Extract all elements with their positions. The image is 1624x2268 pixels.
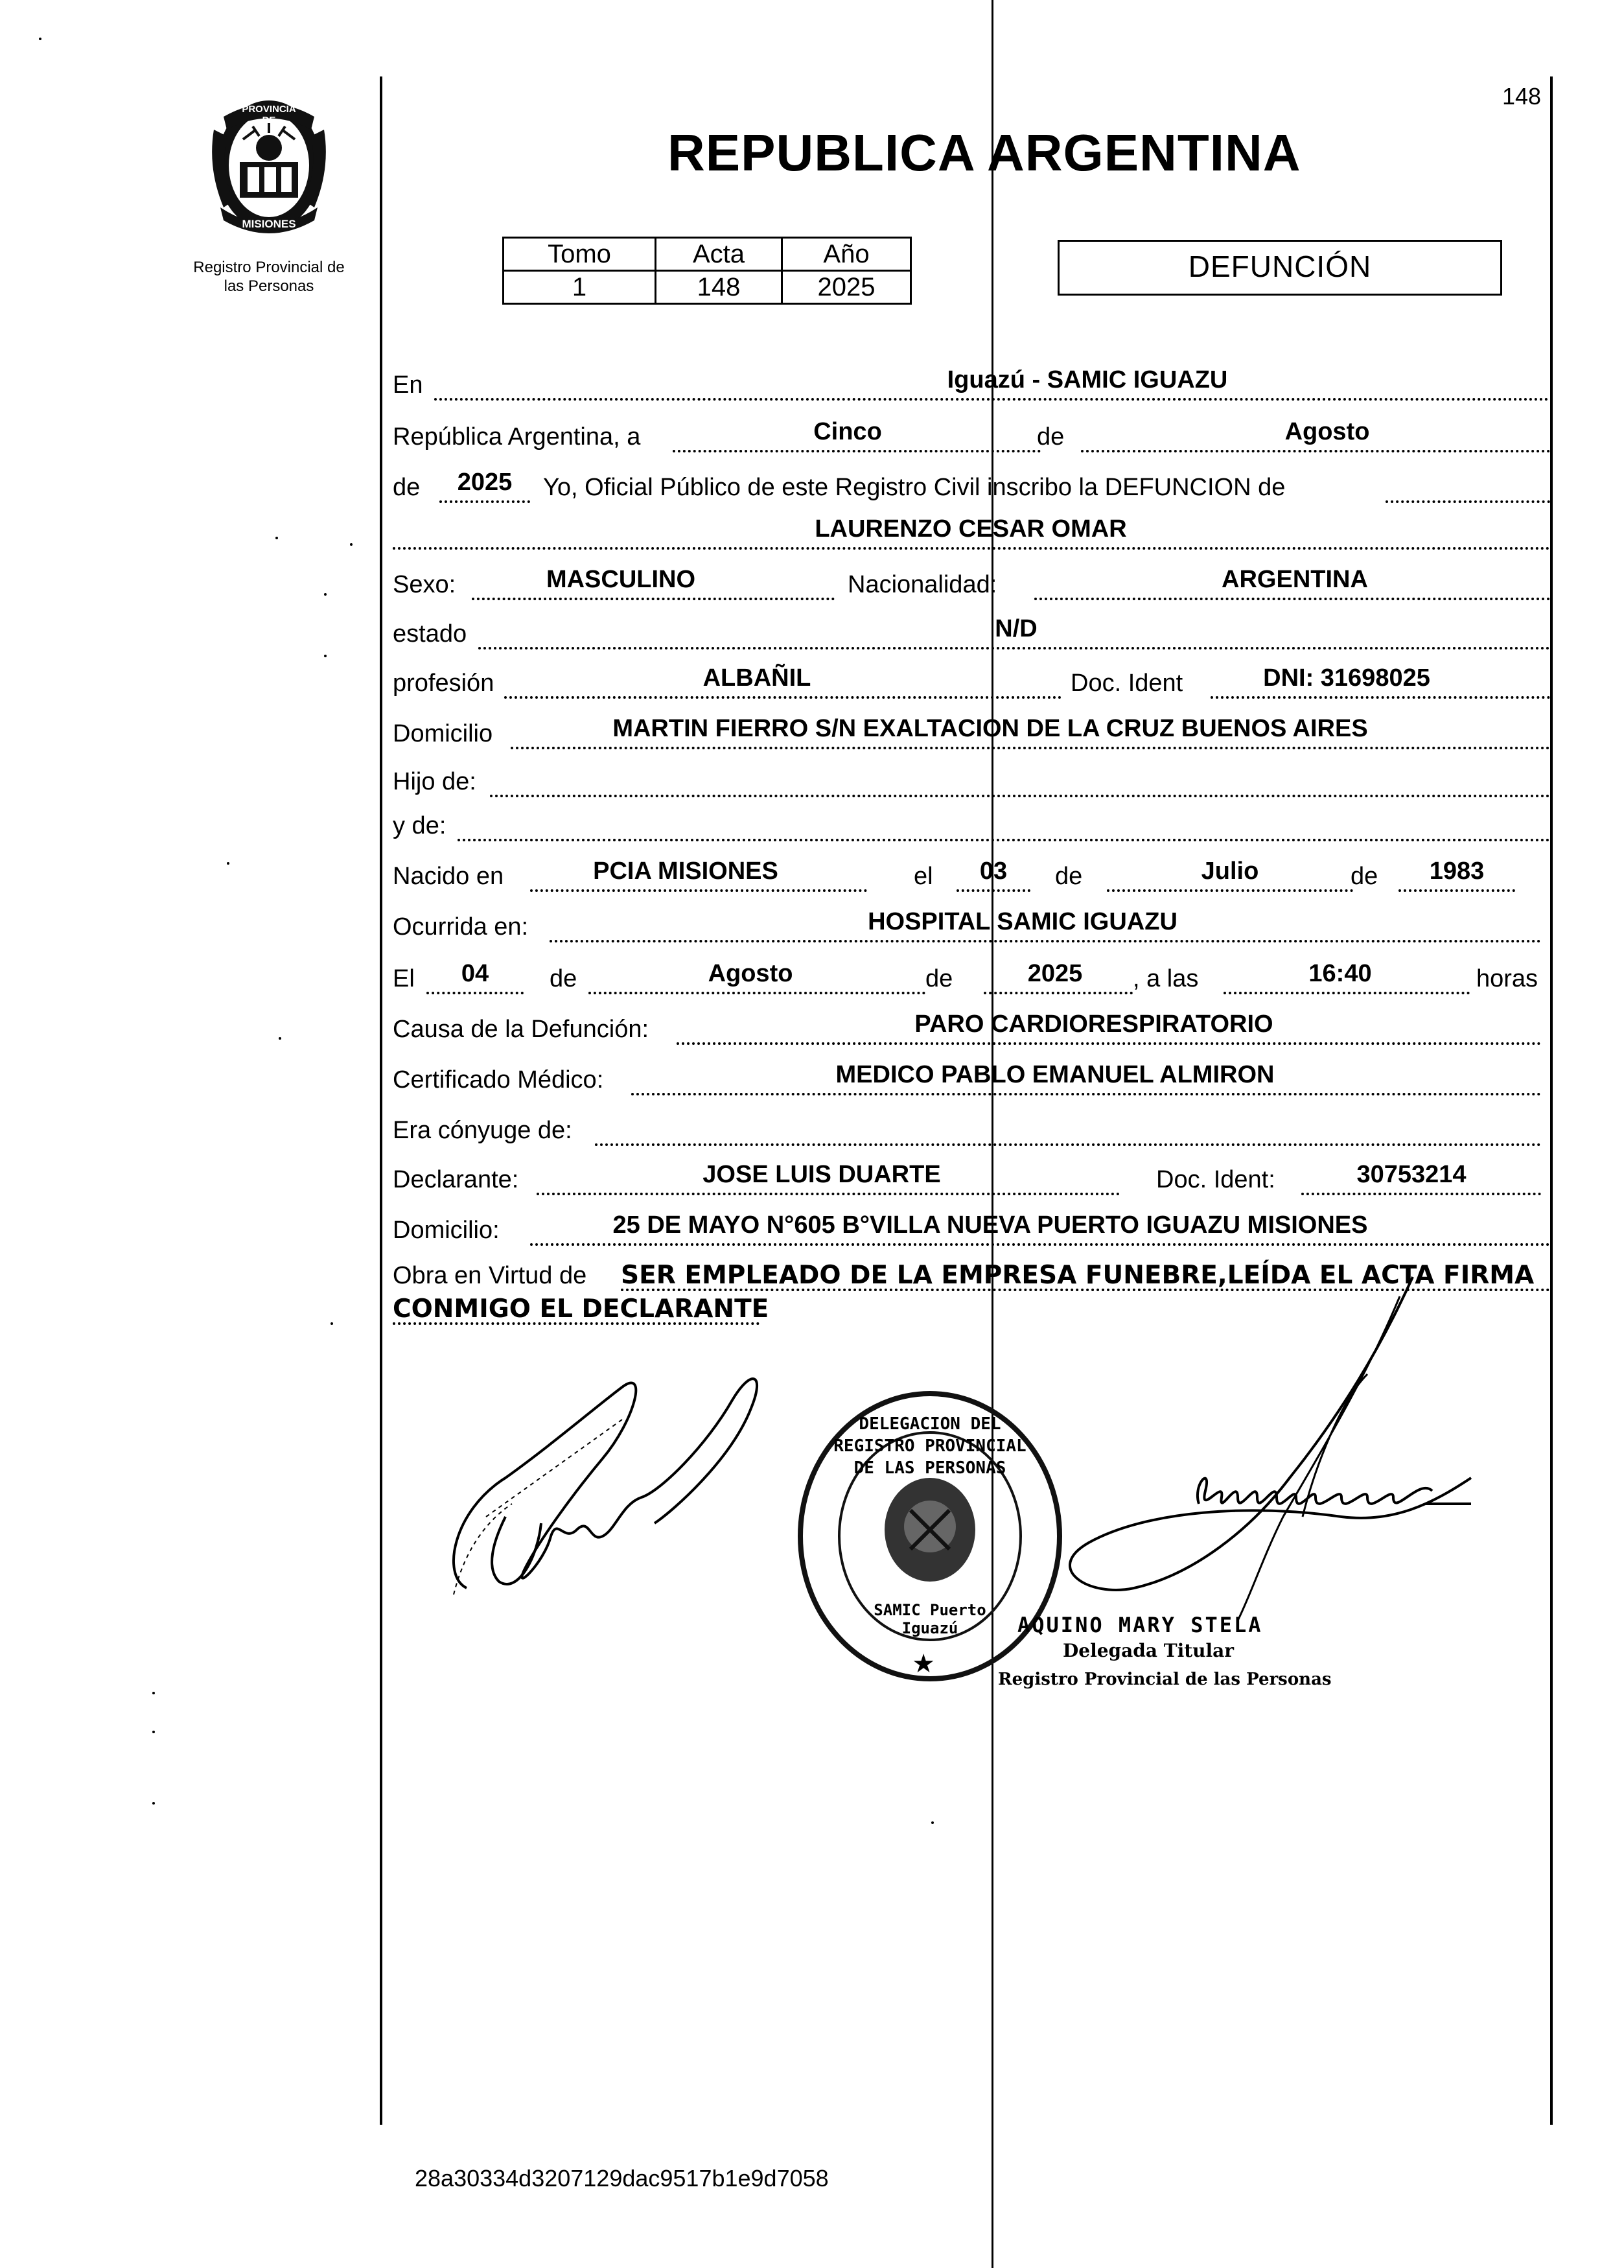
doc2-value: 30753214 [1356,1161,1467,1188]
dotted-line [1398,889,1515,892]
dotted-line [1081,450,1550,452]
scan-speck [279,1037,281,1040]
el2-label: El [393,965,415,992]
en-value: Iguazú - SAMIC IGUAZU [947,366,1228,393]
birth-year-value: 1983 [1429,858,1485,885]
scan-speck [152,1692,155,1694]
dotted-line [1301,1193,1541,1195]
svg-text:★: ★ [912,1650,935,1678]
dotted-line [458,839,1550,841]
doc-ident-value: DNI: 31698025 [1263,664,1430,692]
record-header-anio: Año [782,238,911,271]
death-month-value: Agosto [708,960,793,987]
nacionalidad-label: Nacionalidad: [848,571,997,598]
day-words-value: Cinco [813,418,882,445]
declarant-signature [428,1348,791,1607]
birth-de2-label: de [1351,863,1378,890]
stamp-ring-text: DELEGACION DEL REGISTRO PROVINCIAL DE LAS PERSONAS [833,1414,1027,1478]
row-declarante [388,1158,1550,1197]
right-margin-line [1550,76,1553,2125]
dotted-line [472,598,835,600]
seal-text-top: PROVINCIA DE [242,104,296,126]
dotted-line [957,889,1030,892]
dotted-line [439,500,530,503]
row-date [388,415,1550,454]
death-time-value: 16:40 [1308,960,1372,987]
provincial-seal [194,91,343,240]
row-certificado [388,1058,1550,1097]
el-label: el [914,863,933,890]
estado-label: estado [393,620,467,648]
scan-speck [227,862,229,865]
profesion-value: ALBAÑIL [702,664,811,692]
dotted-line [511,747,1550,749]
row-death-date [388,957,1550,996]
certificado-label: Certificado Médico: [393,1066,604,1093]
official-role: Delegada Titular [1063,1640,1235,1661]
row-estado [388,612,1550,651]
record-value-anio: 2025 [782,271,911,304]
dotted-line [595,1143,1541,1146]
yde-label: y de: [393,812,447,839]
dotted-line [588,992,925,994]
birth-month-value: Julio [1201,858,1259,885]
ocurrida-value: HOSPITAL SAMIC IGUAZU [868,908,1177,935]
estado-value: N/D [995,615,1038,642]
dotted-line [1211,696,1550,699]
causa-label: Causa de la Defunción: [393,1016,649,1043]
scan-speck [152,1731,155,1733]
dotted-line [1224,992,1470,994]
dotted-line [530,889,867,892]
doc2-label: Doc. Ident: [1156,1166,1275,1193]
nacido-value: PCIA MISIONES [593,858,778,885]
dotted-line [434,398,1549,401]
nacido-label: Nacido en [393,863,504,890]
official-name: AQUINO MARY STELA [1017,1613,1263,1637]
scan-speck [931,1821,934,1824]
dotted-line [530,1243,1550,1246]
dotted-line [984,992,1133,994]
sexo-label: Sexo: [393,571,456,598]
horas-label: horas [1476,965,1538,992]
doc-ident-label: Doc. Ident [1071,670,1183,697]
death-year-value: 2025 [1027,960,1083,987]
page-number: 148 [1502,83,1542,110]
official-org: Registro Provincial de las Personas [998,1670,1332,1689]
scan-speck [275,537,278,539]
scan-speck [331,1322,333,1325]
sexo-value: MASCULINO [546,566,696,593]
row-nacido [388,854,1550,893]
row-conyuge [388,1108,1550,1147]
alas-label: , a las [1133,965,1199,992]
birth-day-value: 03 [979,858,1008,885]
row-domicilio [388,712,1550,751]
seal-text-bottom: MISIONES [242,218,296,230]
dotted-line [631,1093,1541,1095]
dotted-line [677,1042,1541,1045]
scan-speck [350,543,353,546]
year-value: 2025 [457,469,513,496]
dotted-line [393,547,1550,550]
row-en [388,363,1550,402]
stamp-inner-text: SAMIC Puerto Iguazú [874,1601,986,1637]
dotted-line [550,940,1541,942]
profesion-label: profesión [393,670,494,697]
nacionalidad-value: ARGENTINA [1222,566,1368,593]
document-type: DEFUNCIÓN [1058,240,1502,296]
row-causa [388,1007,1550,1046]
scan-speck [324,593,327,596]
death-day-value: 04 [461,960,489,987]
obra-value-line1: SER EMPLEADO DE LA EMPRESA FUNEBRE,LEÍDA EL ACTA FIRMA [621,1261,1535,1290]
record-value-tomo: 1 [504,271,656,304]
obra-label: Obra en Virtud de [393,1262,587,1289]
statement-text: Yo, Oficial Público de este Registro Civil inscribo la DEFUNCION de [543,474,1286,501]
org-name-line1: Registro Provincial de [193,259,345,276]
certificado-value: MEDICO PABLO EMANUEL ALMIRON [835,1061,1275,1088]
deceased-name-value: LAURENZO CESAR OMAR [815,515,1127,543]
ocurrida-label: Ocurrida en: [393,913,529,941]
official-signature [979,1270,1510,1633]
dotted-line [490,795,1550,797]
dotted-line [393,1322,760,1325]
row-ocurrida [388,905,1550,944]
record-table [502,237,912,305]
dotted-line [1386,500,1550,503]
dotted-line [1107,889,1353,892]
republica-label: República Argentina, a [393,423,641,450]
dotted-line [426,992,524,994]
dotted-line [478,647,1550,649]
declarante-value: JOSE LUIS DUARTE [702,1161,941,1188]
row-sexo [388,563,1550,602]
death-de1-label: de [550,965,577,992]
domicilio-label: Domicilio [393,720,493,747]
row-hijo [388,760,1550,799]
date-de-label: de [1037,423,1065,450]
row-domicilio-declarante [388,1208,1550,1247]
row-deceased-name [388,512,1550,551]
record-header-acta: Acta [656,238,782,271]
record-header-tomo: Tomo [504,238,656,271]
dotted-line [1034,598,1550,600]
dotted-line [504,696,1061,699]
document-hash: 28a30334d3207129dac9517b1e9d7058 [415,2165,829,2192]
row-yde [388,804,1550,843]
row-profesion [388,661,1550,700]
conyuge-label: Era cónyuge de: [393,1117,572,1144]
hijo-label: Hijo de: [393,768,476,795]
death-de2-label: de [925,965,953,992]
org-name [162,258,376,296]
domicilio2-label: Domicilio: [393,1217,500,1244]
domicilio2-value: 25 DE MAYO N°605 B°VILLA NUEVA PUERTO IGUAZU MISIONES [612,1211,1368,1239]
causa-value: PARO CARDIORESPIRATORIO [914,1011,1273,1038]
en-label: En [393,371,423,399]
row-obra-2 [388,1287,906,1326]
declarante-label: Declarante: [393,1166,519,1193]
dotted-line [537,1193,1120,1195]
page-title: REPUBLICA ARGENTINA [667,124,1301,181]
dotted-line [673,450,1041,452]
org-name-line2: las Personas [224,277,314,295]
scan-speck [152,1802,155,1805]
scan-speck [324,655,327,657]
month-value: Agosto [1284,418,1370,445]
scan-speck [39,38,41,40]
birth-de1-label: de [1055,863,1083,890]
left-margin-line [380,76,382,2125]
record-value-acta: 148 [656,271,782,304]
row-year [388,465,1550,504]
domicilio-value: MARTIN FIERRO S/N EXALTACION DE LA CRUZ BUENOS AIRES [612,715,1368,742]
obra-value-line2: CONMIGO EL DECLARANTE [393,1294,769,1324]
year-de-label: de [393,474,421,501]
